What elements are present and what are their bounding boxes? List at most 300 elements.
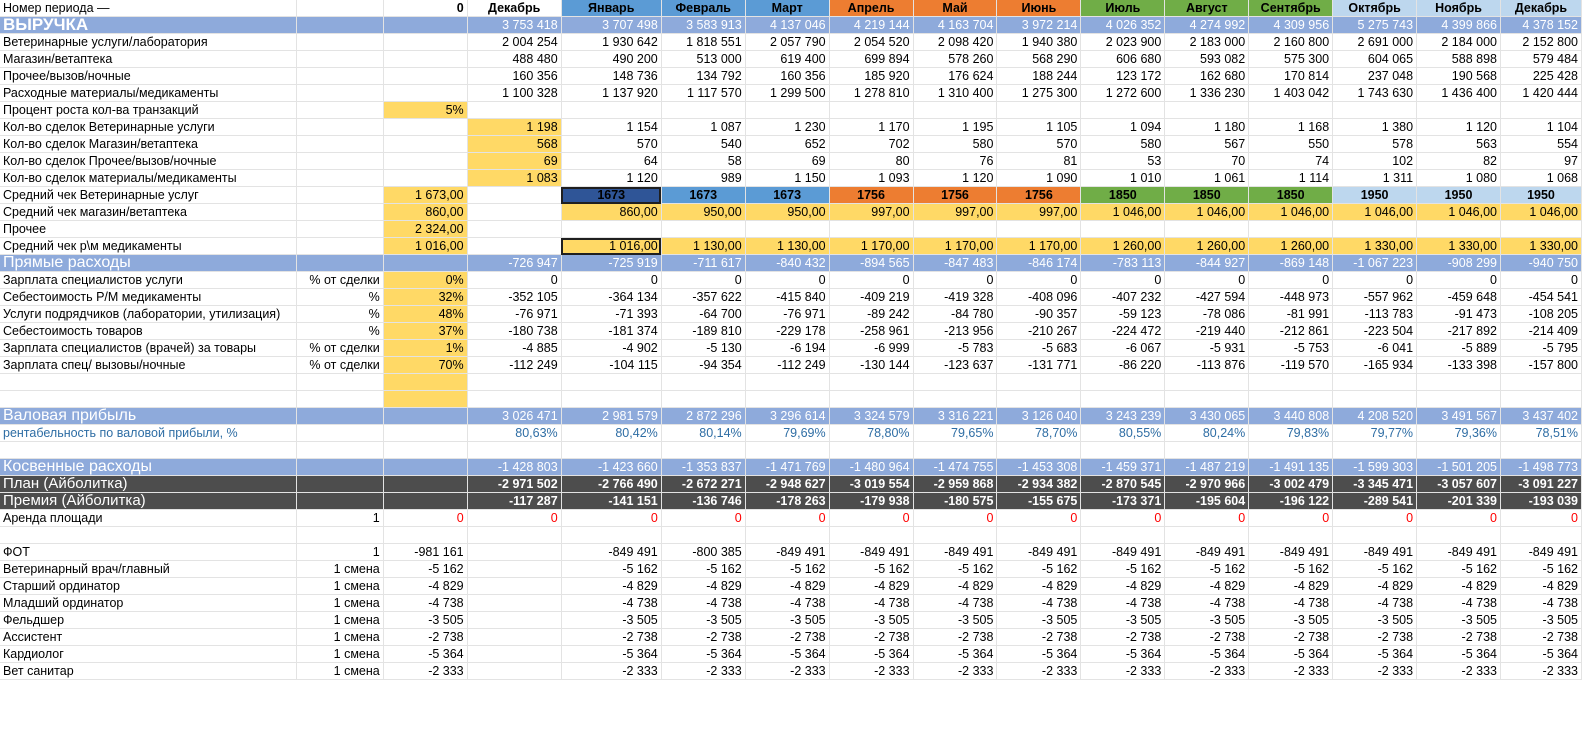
cell[interactable]: -4 738	[1165, 595, 1249, 612]
cell[interactable]: 1 420 444	[1500, 85, 1581, 102]
cell[interactable]: 97	[1500, 153, 1581, 170]
cell[interactable]: 176 624	[913, 68, 997, 85]
cell[interactable]: -3 057 607	[1417, 476, 1501, 493]
cell[interactable]: -3 019 554	[829, 476, 913, 493]
row-label[interactable]: Кол-во сделок Магазин/ветаптека	[0, 136, 296, 153]
cell[interactable]: -4 738	[1081, 595, 1165, 612]
cell[interactable]: -844 927	[1165, 255, 1249, 272]
cell[interactable]: 3 972 214	[997, 17, 1081, 34]
cell[interactable]	[383, 425, 467, 442]
row-unit[interactable]: % от сделки	[296, 357, 383, 374]
cell[interactable]	[745, 442, 829, 459]
row-unit[interactable]: 1 смена	[296, 595, 383, 612]
cell[interactable]	[829, 442, 913, 459]
cell[interactable]: 2 981 579	[561, 408, 661, 425]
cell[interactable]: 2 872 296	[661, 408, 745, 425]
cell[interactable]: 575 300	[1249, 51, 1333, 68]
row-unit[interactable]	[296, 476, 383, 493]
cell[interactable]: 1 046,00	[1333, 204, 1417, 221]
cell[interactable]	[1165, 221, 1249, 238]
cell[interactable]	[1249, 527, 1333, 544]
cell[interactable]: 0	[383, 510, 467, 527]
cell[interactable]	[1249, 391, 1333, 408]
cell[interactable]	[383, 68, 467, 85]
cell[interactable]: 1 380	[1333, 119, 1417, 136]
cell[interactable]: -2 738	[383, 629, 467, 646]
cell[interactable]	[745, 391, 829, 408]
cell[interactable]: 58	[661, 153, 745, 170]
column-header[interactable]	[296, 0, 383, 17]
cell[interactable]: 0	[467, 510, 561, 527]
cell[interactable]: -1 471 769	[745, 459, 829, 476]
cell[interactable]	[1500, 102, 1581, 119]
cell[interactable]: -91 473	[1417, 306, 1501, 323]
cell[interactable]	[561, 102, 661, 119]
cell[interactable]: -908 299	[1417, 255, 1501, 272]
cell[interactable]: 0	[997, 510, 1081, 527]
column-header[interactable]: Апрель	[829, 0, 913, 17]
cell[interactable]: -178 263	[745, 493, 829, 510]
cell[interactable]: -64 700	[661, 306, 745, 323]
row-unit[interactable]	[296, 51, 383, 68]
cell[interactable]: -136 746	[661, 493, 745, 510]
cell[interactable]: 1 272 600	[1081, 85, 1165, 102]
cell[interactable]: -1 353 837	[661, 459, 745, 476]
cell[interactable]: -1 474 755	[913, 459, 997, 476]
row-unit[interactable]: 1	[296, 510, 383, 527]
cell[interactable]: -427 594	[1165, 289, 1249, 306]
cell[interactable]: 1 180	[1165, 119, 1249, 136]
cell[interactable]	[383, 153, 467, 170]
cell[interactable]: -2 738	[561, 629, 661, 646]
cell[interactable]: -2 738	[1165, 629, 1249, 646]
cell[interactable]: -3 505	[1333, 612, 1417, 629]
cell[interactable]: -4 738	[1333, 595, 1417, 612]
row-label[interactable]: Ветеринарный врач/главный	[0, 561, 296, 578]
cell[interactable]: 1 117 570	[661, 85, 745, 102]
cell[interactable]: -5 364	[1081, 646, 1165, 663]
cell[interactable]: -2 738	[745, 629, 829, 646]
period-number-label[interactable]: Номер периода —	[0, 0, 296, 17]
row-unit[interactable]	[296, 221, 383, 238]
cell[interactable]: 1 330,00	[1500, 238, 1581, 255]
cell[interactable]: -113 783	[1333, 306, 1417, 323]
column-header[interactable]: Декабрь	[1500, 0, 1581, 17]
cell[interactable]: -86 220	[1081, 357, 1165, 374]
cell[interactable]: -5 364	[1333, 646, 1417, 663]
cell[interactable]: -3 505	[745, 612, 829, 629]
cell[interactable]	[561, 221, 661, 238]
cell[interactable]	[913, 221, 997, 238]
cell[interactable]: -78 086	[1165, 306, 1249, 323]
row-label[interactable]: Средний чек магазин/ветаптека	[0, 204, 296, 221]
cell[interactable]: -409 219	[829, 289, 913, 306]
cell[interactable]	[1500, 391, 1581, 408]
cell[interactable]: 0	[1333, 510, 1417, 527]
cell[interactable]	[913, 374, 997, 391]
cell[interactable]	[1417, 442, 1501, 459]
cell[interactable]: -415 840	[745, 289, 829, 306]
cell[interactable]: 190 568	[1417, 68, 1501, 85]
cell[interactable]	[383, 408, 467, 425]
row-unit[interactable]	[296, 187, 383, 204]
cell[interactable]: 550	[1249, 136, 1333, 153]
cell[interactable]	[1500, 374, 1581, 391]
row-label[interactable]: Средний чек р\м медикаменты	[0, 238, 296, 255]
cell[interactable]: -846 174	[997, 255, 1081, 272]
cell[interactable]: -133 398	[1417, 357, 1501, 374]
cell[interactable]: -5 364	[383, 646, 467, 663]
cell[interactable]	[467, 204, 561, 221]
cell[interactable]: 652	[745, 136, 829, 153]
cell[interactable]: -2 948 627	[745, 476, 829, 493]
row-unit[interactable]: % от сделки	[296, 340, 383, 357]
cell[interactable]: -4 738	[1500, 595, 1581, 612]
cell[interactable]: 4 208 520	[1333, 408, 1417, 425]
row-unit[interactable]: 1 смена	[296, 646, 383, 663]
cell[interactable]: 1 100 328	[467, 85, 561, 102]
cell[interactable]: -726 947	[467, 255, 561, 272]
cell[interactable]: 74	[1249, 153, 1333, 170]
cell[interactable]	[467, 442, 561, 459]
cell[interactable]	[997, 442, 1081, 459]
cell[interactable]: 1 168	[1249, 119, 1333, 136]
cell[interactable]: 1850	[1081, 187, 1165, 204]
cell[interactable]: -3 002 479	[1249, 476, 1333, 493]
cell[interactable]	[745, 527, 829, 544]
cell[interactable]: 570	[561, 136, 661, 153]
cell[interactable]: 1 046,00	[1249, 204, 1333, 221]
cell[interactable]: 79,65%	[913, 425, 997, 442]
cell[interactable]: -258 961	[829, 323, 913, 340]
cell[interactable]: -849 491	[745, 544, 829, 561]
cell[interactable]: -2 870 545	[1081, 476, 1165, 493]
cell[interactable]: 1 170	[829, 119, 913, 136]
cell[interactable]: -5 364	[1500, 646, 1581, 663]
row-label[interactable]: Себестоимость товаров	[0, 323, 296, 340]
row-label[interactable]: Процент роста кол-ва транзакций	[0, 102, 296, 119]
cell[interactable]: 0	[1500, 272, 1581, 289]
cell[interactable]: -2 738	[661, 629, 745, 646]
cell[interactable]: 1850	[1165, 187, 1249, 204]
cell[interactable]: -196 122	[1249, 493, 1333, 510]
cell[interactable]: -4 738	[561, 595, 661, 612]
cell[interactable]: -2 333	[745, 663, 829, 680]
cell[interactable]	[467, 527, 561, 544]
cell[interactable]: -4 902	[561, 340, 661, 357]
cell[interactable]: 2 004 254	[467, 34, 561, 51]
cell[interactable]: -4 829	[1081, 578, 1165, 595]
cell[interactable]: 1 010	[1081, 170, 1165, 187]
cell[interactable]: 1 436 400	[1417, 85, 1501, 102]
cell[interactable]	[661, 374, 745, 391]
cell[interactable]: 490 200	[561, 51, 661, 68]
cell[interactable]: 580	[1081, 136, 1165, 153]
cell[interactable]: 53	[1081, 153, 1165, 170]
cell[interactable]: 950,00	[661, 204, 745, 221]
cell[interactable]: 1950	[1333, 187, 1417, 204]
cell[interactable]: 3 296 614	[745, 408, 829, 425]
cell[interactable]: -1 501 205	[1417, 459, 1501, 476]
cell[interactable]: -2 738	[1417, 629, 1501, 646]
cell[interactable]: -849 491	[1081, 544, 1165, 561]
cell[interactable]: -1 423 660	[561, 459, 661, 476]
cell[interactable]: -104 115	[561, 357, 661, 374]
cell[interactable]	[829, 221, 913, 238]
column-header[interactable]: Август	[1165, 0, 1249, 17]
cell[interactable]: 5 275 743	[1333, 17, 1417, 34]
row-label[interactable]: Кол-во сделок Прочее/вызов/ночные	[0, 153, 296, 170]
cell[interactable]: -4 829	[561, 578, 661, 595]
cell[interactable]	[1249, 374, 1333, 391]
cell[interactable]: 0	[997, 272, 1081, 289]
column-header[interactable]: Февраль	[661, 0, 745, 17]
cell[interactable]: -4 829	[829, 578, 913, 595]
cell[interactable]	[467, 374, 561, 391]
cell[interactable]	[467, 595, 561, 612]
cell[interactable]: 0	[1165, 272, 1249, 289]
cell[interactable]: 4 309 956	[1249, 17, 1333, 34]
cell[interactable]: 225 428	[1500, 68, 1581, 85]
cell[interactable]: -2 959 868	[913, 476, 997, 493]
cell[interactable]: -352 105	[467, 289, 561, 306]
row-label[interactable]: Ассистент	[0, 629, 296, 646]
cell[interactable]: 1 336 230	[1165, 85, 1249, 102]
cell[interactable]: -4 738	[745, 595, 829, 612]
cell[interactable]: 185 920	[829, 68, 913, 85]
cell[interactable]: -2 738	[1333, 629, 1417, 646]
cell[interactable]: 578 260	[913, 51, 997, 68]
cell[interactable]	[561, 391, 661, 408]
cell[interactable]: -2 934 382	[997, 476, 1081, 493]
cell[interactable]: -5 364	[1249, 646, 1333, 663]
cell[interactable]: -223 504	[1333, 323, 1417, 340]
cell[interactable]: 1 120	[913, 170, 997, 187]
cell[interactable]: -3 345 471	[1333, 476, 1417, 493]
cell[interactable]: 1 260,00	[1249, 238, 1333, 255]
cell[interactable]: 3 491 567	[1417, 408, 1501, 425]
row-label[interactable]: Фельдшер	[0, 612, 296, 629]
cell[interactable]: -165 934	[1333, 357, 1417, 374]
column-header[interactable]: Май	[913, 0, 997, 17]
cell[interactable]: -108 205	[1500, 306, 1581, 323]
cell[interactable]: 0	[745, 510, 829, 527]
row-label[interactable]: Прямые расходы	[0, 255, 296, 272]
cell[interactable]: 1 104	[1500, 119, 1581, 136]
cell[interactable]	[913, 102, 997, 119]
cell[interactable]: -5 162	[661, 561, 745, 578]
cell[interactable]: -6 067	[1081, 340, 1165, 357]
row-unit[interactable]	[296, 17, 383, 34]
cell[interactable]: 1 093	[829, 170, 913, 187]
cell[interactable]	[467, 221, 561, 238]
cell[interactable]	[383, 391, 467, 408]
cell[interactable]: -448 973	[1249, 289, 1333, 306]
cell[interactable]	[1333, 374, 1417, 391]
cell[interactable]	[383, 136, 467, 153]
cell[interactable]: 80,55%	[1081, 425, 1165, 442]
cell[interactable]: -454 541	[1500, 289, 1581, 306]
cell[interactable]: 2 691 000	[1333, 34, 1417, 51]
row-label[interactable]: ВЫРУЧКА	[0, 17, 296, 34]
cell[interactable]: -5 162	[1249, 561, 1333, 578]
row-unit[interactable]	[296, 238, 383, 255]
cell[interactable]: -3 505	[913, 612, 997, 629]
cell[interactable]: -217 892	[1417, 323, 1501, 340]
cell[interactable]: 37%	[383, 323, 467, 340]
cell[interactable]: -1 428 803	[467, 459, 561, 476]
cell[interactable]: -113 876	[1165, 357, 1249, 374]
cell[interactable]: 188 244	[997, 68, 1081, 85]
cell[interactable]: -5 130	[661, 340, 745, 357]
cell[interactable]: -130 144	[829, 357, 913, 374]
row-unit[interactable]	[296, 34, 383, 51]
cell[interactable]: 0	[913, 272, 997, 289]
cell[interactable]	[467, 391, 561, 408]
cell[interactable]	[467, 646, 561, 663]
cell[interactable]: -2 333	[1081, 663, 1165, 680]
cell[interactable]: -89 242	[829, 306, 913, 323]
cell[interactable]: -849 491	[1417, 544, 1501, 561]
cell[interactable]: 860,00	[383, 204, 467, 221]
cell[interactable]: 3 583 913	[661, 17, 745, 34]
cell[interactable]: 1 940 380	[997, 34, 1081, 51]
column-header[interactable]: Июнь	[997, 0, 1081, 17]
cell[interactable]: 1756	[829, 187, 913, 204]
cell[interactable]: 170 814	[1249, 68, 1333, 85]
cell[interactable]	[745, 102, 829, 119]
cell[interactable]: 81	[997, 153, 1081, 170]
cell[interactable]: -5 364	[661, 646, 745, 663]
row-unit[interactable]	[296, 85, 383, 102]
cell[interactable]: 2 023 900	[1081, 34, 1165, 51]
cell[interactable]: -224 472	[1081, 323, 1165, 340]
cell[interactable]: 80,14%	[661, 425, 745, 442]
cell[interactable]: -5 364	[997, 646, 1081, 663]
cell[interactable]	[661, 527, 745, 544]
cell[interactable]: -94 354	[661, 357, 745, 374]
cell[interactable]: 79,69%	[745, 425, 829, 442]
cell[interactable]: 1 170,00	[913, 238, 997, 255]
cell[interactable]: -894 565	[829, 255, 913, 272]
cell[interactable]: 1673	[745, 187, 829, 204]
cell[interactable]: 0	[1081, 272, 1165, 289]
cell[interactable]: -4 829	[913, 578, 997, 595]
cell[interactable]: -5 795	[1500, 340, 1581, 357]
cell[interactable]: -131 771	[997, 357, 1081, 374]
cell[interactable]: 1 087	[661, 119, 745, 136]
cell[interactable]	[1333, 102, 1417, 119]
cell[interactable]: -1 599 303	[1333, 459, 1417, 476]
cell[interactable]	[467, 238, 561, 255]
cell[interactable]: 64	[561, 153, 661, 170]
cell[interactable]: 578	[1333, 136, 1417, 153]
cell[interactable]: 1 130,00	[745, 238, 829, 255]
cell[interactable]: 1 083	[467, 170, 561, 187]
cell[interactable]: -5 364	[913, 646, 997, 663]
row-unit[interactable]	[296, 68, 383, 85]
row-label[interactable]: Премия (Айболитка)	[0, 493, 296, 510]
cell[interactable]: -195 604	[1165, 493, 1249, 510]
cell[interactable]: 4 399 866	[1417, 17, 1501, 34]
cell[interactable]: 3 430 065	[1165, 408, 1249, 425]
cell[interactable]: -3 091 227	[1500, 476, 1581, 493]
cell[interactable]: 48%	[383, 306, 467, 323]
cell[interactable]	[467, 663, 561, 680]
cell[interactable]: -2 333	[661, 663, 745, 680]
cell[interactable]: -84 780	[913, 306, 997, 323]
cell[interactable]: -1 487 219	[1165, 459, 1249, 476]
cell[interactable]	[1081, 102, 1165, 119]
cell[interactable]: 78,70%	[997, 425, 1081, 442]
cell[interactable]	[1333, 527, 1417, 544]
cell[interactable]: 1 230	[745, 119, 829, 136]
cell[interactable]: -849 491	[1249, 544, 1333, 561]
cell[interactable]: -141 151	[561, 493, 661, 510]
cell[interactable]: 0	[1417, 510, 1501, 527]
cell[interactable]: 4 274 992	[1165, 17, 1249, 34]
cell[interactable]: 1 260,00	[1165, 238, 1249, 255]
cell[interactable]: 0	[1081, 510, 1165, 527]
cell[interactable]: -81 991	[1249, 306, 1333, 323]
cell[interactable]	[997, 221, 1081, 238]
cell[interactable]	[1081, 391, 1165, 408]
cell[interactable]	[1249, 442, 1333, 459]
cell[interactable]: -180 738	[467, 323, 561, 340]
row-label[interactable]: ФОТ	[0, 544, 296, 561]
cell[interactable]: 0	[829, 510, 913, 527]
cell[interactable]	[1417, 221, 1501, 238]
row-unit[interactable]: 1 смена	[296, 612, 383, 629]
cell[interactable]: -1 491 135	[1249, 459, 1333, 476]
cell[interactable]: 702	[829, 136, 913, 153]
cell[interactable]: -2 738	[913, 629, 997, 646]
row-label[interactable]: Зарплата специалистов (врачей) за товары	[0, 340, 296, 357]
cell[interactable]: 1950	[1417, 187, 1501, 204]
cell[interactable]	[1500, 442, 1581, 459]
cell[interactable]: -1 480 964	[829, 459, 913, 476]
cell[interactable]: 78,80%	[829, 425, 913, 442]
cell[interactable]: 1 090	[997, 170, 1081, 187]
cell[interactable]	[913, 527, 997, 544]
cell[interactable]	[467, 187, 561, 204]
cell[interactable]: -193 039	[1500, 493, 1581, 510]
cell[interactable]: 540	[661, 136, 745, 153]
cell[interactable]	[467, 102, 561, 119]
cell[interactable]: -364 134	[561, 289, 661, 306]
row-unit[interactable]: %	[296, 306, 383, 323]
cell[interactable]: 1 046,00	[1417, 204, 1501, 221]
cell[interactable]: 1 330,00	[1333, 238, 1417, 255]
row-label[interactable]: Кол-во сделок материалы/медикаменты	[0, 170, 296, 187]
cell[interactable]: -4 738	[1417, 595, 1501, 612]
cell[interactable]	[745, 374, 829, 391]
cell[interactable]: 0	[913, 510, 997, 527]
cell[interactable]: -5 889	[1417, 340, 1501, 357]
cell[interactable]: -5 162	[1333, 561, 1417, 578]
cell[interactable]: -1 498 773	[1500, 459, 1581, 476]
cell[interactable]: -181 374	[561, 323, 661, 340]
cell[interactable]: -112 249	[745, 357, 829, 374]
cell[interactable]: 513 000	[661, 51, 745, 68]
cell[interactable]	[383, 170, 467, 187]
cell[interactable]: -180 575	[913, 493, 997, 510]
cell[interactable]	[467, 578, 561, 595]
cell[interactable]: 588 898	[1417, 51, 1501, 68]
cell[interactable]: 1850	[1249, 187, 1333, 204]
cell[interactable]: -4 738	[1249, 595, 1333, 612]
cell[interactable]: -2 333	[913, 663, 997, 680]
